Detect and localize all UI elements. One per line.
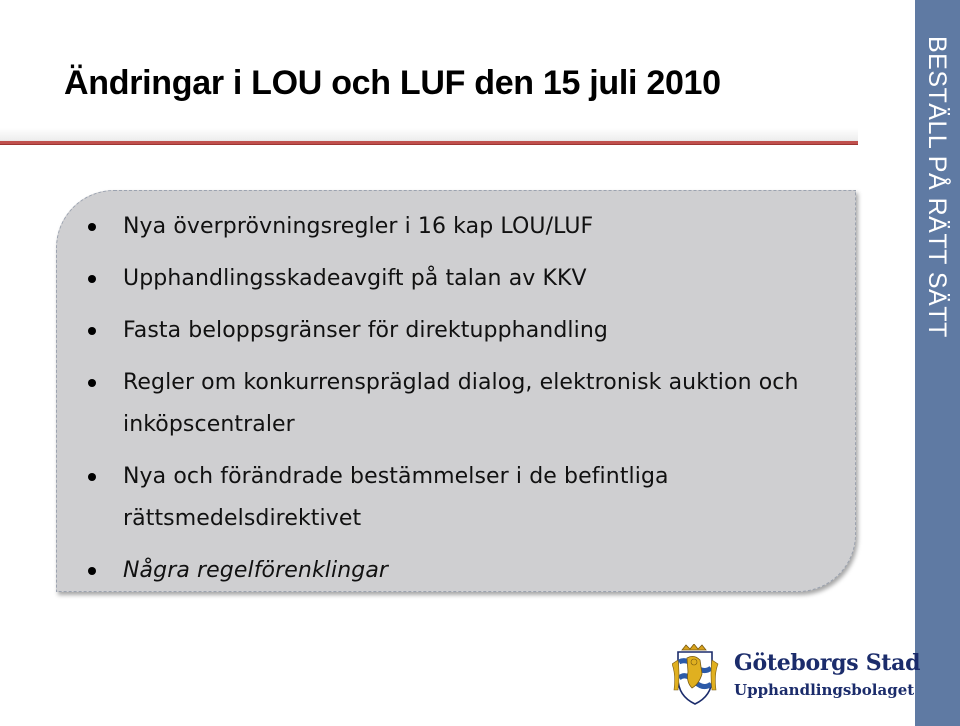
bullet-icon xyxy=(88,473,96,481)
title-underline xyxy=(0,140,858,145)
bullet-item xyxy=(88,362,828,446)
bullet-icon xyxy=(88,327,96,335)
logo-subname: Upphandlingsbolaget xyxy=(734,681,915,699)
bullet-icon xyxy=(88,567,96,575)
bullet-list xyxy=(88,206,828,602)
bullet-item xyxy=(88,550,828,592)
bullet-text: Upphandlingsskadeavgift på talan av KKV xyxy=(123,266,587,291)
slide-title: Ändringar i LOU och LUF den 15 juli 2010 xyxy=(64,64,721,102)
bullet-text: Regler om konkurrenspräglad dialog, elektronisk auktion och inköpscentraler xyxy=(123,370,799,437)
bullet-icon xyxy=(88,379,96,387)
bullet-text: Fasta beloppsgränser för direktupphandling xyxy=(123,318,608,343)
title-shadow xyxy=(0,128,858,140)
bullet-icon xyxy=(88,275,96,283)
bullet-item xyxy=(88,206,828,248)
bullet-text: Några regelförenklingar xyxy=(123,558,389,583)
bullet-item xyxy=(88,456,828,540)
side-banner-label: BESTÄLL PÅ RÄTT SÄTT xyxy=(923,36,951,338)
bullet-item xyxy=(88,310,828,352)
bullet-text: Nya överprövningsregler i 16 kap LOU/LUF xyxy=(123,214,594,239)
bullet-text: Nya och förändrade bestämmelser i de befintliga rättsmedelsdirektivet xyxy=(123,464,669,531)
bullet-icon xyxy=(88,223,96,231)
bullet-item xyxy=(88,258,828,300)
logo-name: Göteborgs Stad xyxy=(734,650,921,676)
